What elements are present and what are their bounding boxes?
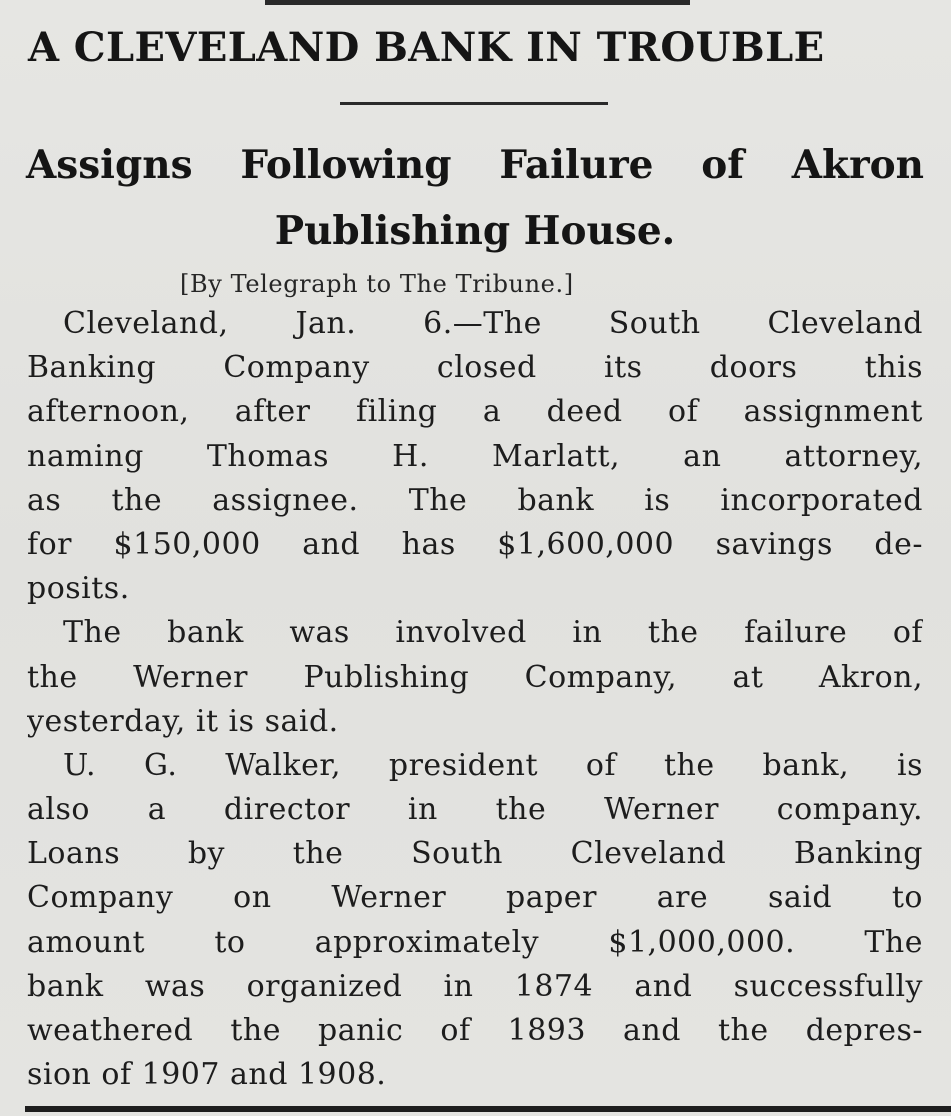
article-line: Banking Company closed its doors this	[27, 350, 923, 386]
paragraph-2	[27, 611, 923, 744]
article-line: also a director in the Werner company.	[27, 792, 923, 828]
article-line: Cleveland, Jan. 6.—The South Cleveland	[63, 306, 923, 341]
paragraph-3	[27, 744, 923, 1098]
top-rule	[265, 0, 690, 5]
article-line: afternoon, after filing a deed of assignment	[27, 394, 923, 430]
article-line: as the assignee. The bank is incorporated	[27, 482, 923, 518]
article-line: weathered the panic of 1893 and the depres-	[27, 1013, 923, 1048]
bottom-rule	[25, 1106, 951, 1112]
subheadline-line: Publishing House.	[274, 208, 676, 254]
telegraph-credit: [By Telegraph to The Tribune.]	[180, 270, 574, 298]
article-body	[27, 302, 923, 1097]
article-line: Loans by the South Cleveland Banking	[27, 836, 923, 872]
article-line: sion of 1907 and 1908.	[27, 1057, 387, 1093]
paragraph-1	[27, 302, 923, 611]
article-line: The bank was involved in the failure of	[63, 615, 923, 651]
article-line: posits.	[27, 571, 130, 607]
subheadline	[26, 132, 924, 264]
article-line: U. G. Walker, president of the bank, is	[63, 747, 923, 783]
article-line: amount to approximately $1,000,000. The	[27, 924, 923, 960]
article-line: bank was organized in 1874 and successfully	[27, 968, 923, 1004]
headline: A CLEVELAND BANK IN TROUBLE	[28, 24, 825, 71]
article-line: naming Thomas H. Marlatt, an attorney,	[27, 438, 923, 474]
article-line: the Werner Publishing Company, at Akron,	[27, 659, 923, 695]
headline-divider	[340, 102, 608, 105]
subheadline-line: Assigns Following Failure of Akron	[26, 142, 924, 188]
article-line: yesterday, it is said.	[27, 703, 339, 739]
article-line: for $150,000 and has $1,600,000 savings de-	[27, 526, 923, 562]
article-line: Company on Werner paper are said to	[27, 880, 923, 916]
